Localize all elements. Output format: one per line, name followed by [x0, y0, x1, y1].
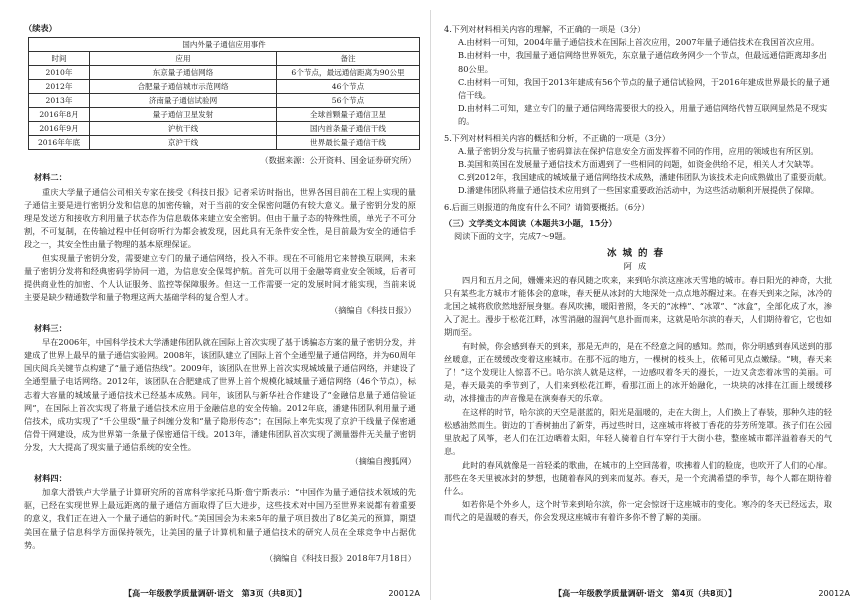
table-cell: 46个节点	[277, 80, 420, 94]
material2-title: 材料二：	[34, 172, 67, 183]
table-header: 应用	[90, 52, 277, 66]
table-row	[29, 122, 420, 136]
table-cell: 2010年	[29, 66, 90, 80]
table-cell: 世界最长量子通信干线	[277, 136, 420, 150]
section-heading: （三）文学类文本阅读（本题共3小题，15分）	[444, 217, 617, 228]
table-cell: 沪杭干线	[90, 122, 277, 136]
question-option: B.由材料一中，我国量子通信网络世界领先，东京量子通信政务网少一个节点，但最远通信距离却多出80公里。	[458, 50, 827, 74]
question-4	[444, 23, 832, 129]
table-cell: 国内首条量子通信干线	[277, 122, 420, 136]
story-paragraph: 有时候，你会感到春天的到来，那是无声的，是在不经意之间的感知。然而，你分明感到春风送到的那丝暖意，正在缓缓改变着这座城市。在那不远的地方，一棵树的枝头上，依稀可见点点嫩绿。“咦，春天来了！”这个发现让人惊喜不已。哈尔滨人就是这样，一边感叹着冬天的漫长，一边又贪恋着冰雪的美丽。可是，春天最美的季节到了，人们来到松花江畔，看那江面上的冰开始融化，一块块的冰排在江面上缓缓移动，冰排撞击的声音像是在演奏春天的乐章。	[444, 340, 832, 404]
story-paragraph: 此时的春风就像是一首轻柔的歌曲，在城市的上空回荡着，吹拂着人们的脸庞，也吹开了人们的心扉。那些在冬天里被冰封的梦想，也随着春风的到来而复苏。春天，是一个充满希望的季节，每个人都在期待着什么。	[444, 459, 832, 496]
table-row	[29, 136, 420, 150]
table-cell: 量子通信卫星发射	[90, 108, 277, 122]
table-source: （数据来源：公开资料、国金证券研究所）	[260, 155, 416, 166]
events-table	[28, 37, 420, 150]
table-cell: 56个节点	[277, 94, 420, 108]
page-footer	[0, 587, 430, 600]
footer-label: 【高一年级教学质量调研·语文 第3页（共8页）】	[123, 587, 307, 598]
table-cell: 合肥量子通信城市示范网络	[90, 80, 277, 94]
story-author: 阿成	[623, 261, 653, 272]
story-paragraph: 在这样的时节，哈尔滨的天空是湛蓝的，阳光是温暖的，走在大街上，人们换上了春装，那种久违的轻松感油然而生。街边的丁香树抽出了新芽，再过些时日，这座城市将被丁香花的芬芳所笼罩。孩子们在公园里放起了风筝，老人们在江边晒着太阳，年轻人骑着自行车穿行于大街小巷，整座城市都洋溢着春天的气息。	[444, 406, 832, 457]
material2-paragraph: 但实现量子密钥分发，需要建立专门的量子通信网络，投入不菲。现在不可能用它来替换互联网，未来量子密钥分发将和经典密码学协同一道，为信息安全保驾护航。首先可以用于金融等商业安全领域，后者可提供商业性的加密、个人认证服务、监控等保障服务。但这一工作需要一定的发展时间才能实现，当前来说主要是缺少精通数学和量子物理这两大基础学科的复合型人才。	[24, 252, 416, 303]
table-cell: 2016年年底	[29, 136, 90, 150]
material2-citation: （摘编自《科技日报》）	[330, 305, 416, 316]
page-footer	[430, 587, 860, 600]
table-cell: 京沪干线	[90, 136, 277, 150]
table-header: 备注	[277, 52, 420, 66]
story-paragraph: 如若你是个外乡人，这个时节来到哈尔滨，你一定会惊讶于这座城市的变化。寒冷的冬天已经远去，取而代之的是温暖的春天，你会发现这座城市有着许多你不曾了解的美丽。	[444, 499, 832, 523]
question-option: D.潘建伟团队将量子通信技术应用到了一些国家重要政治活动中，为这些活动顺利开展提供了保障。	[458, 185, 819, 196]
table-cell: 全球首颗量子通信卫星	[277, 108, 420, 122]
question-stem: 5.下列对材料相关内容的概括和分析，不正确的一项是（3分）	[444, 132, 670, 143]
material3-title: 材料三：	[34, 322, 67, 333]
material3-citation: （摘编自搜狐网）	[350, 455, 416, 466]
question-option: B.美国和英国在发展量子通信技术方面遇到了一些相同的问题，如资金供给不足，相关人才欠缺等。	[458, 159, 819, 170]
question-option: C.到2012年，我国建成的城域量子通信网络技术成熟，潘建伟团队为该技术走向成熟做出了重要贡献。	[458, 172, 832, 183]
reading-instruction: 阅读下面的文字，完成7～9题。	[454, 231, 571, 242]
table-cell: 2013年	[29, 94, 90, 108]
table-row	[29, 94, 420, 108]
question-5	[444, 132, 832, 198]
question-6: 6.后面三则报道的角度有什么不同？请简要概括。（6分）	[444, 201, 650, 212]
question-option: A.由材料一可知，2004年量子通信技术在国际上首次应用，2007年量子通信技术在我国首次应用。	[458, 37, 820, 48]
footer-code: 20012A	[388, 587, 420, 598]
continued-table-tag: （续表）	[24, 23, 57, 33]
table-cell: 6个节点，最远通信距离为90公里	[277, 66, 420, 80]
story-paragraph: 四月和五月之间，姗姗来迟的春风随之吹来，来到哈尔滨这座冰天雪地的城市。春日阳光的神奇，大批只有某些北方城市才能体会的意味，春天便从冰封的大地深处一点点地苏醒过来。在春天到来之际，冰冷的北国之城将欣欣然地舒展身躯。春风吹拂，暖阳普照，冬天的“冰棒”、“冰罩”、“冰盒”，全部化成了水，渗入了泥土。漫步于松花江畔，冰雪消融的湿润气息扑面而来，这就是哈尔滨的春天，人们期待着它，它也如期而至。	[444, 274, 832, 338]
table-row	[29, 66, 420, 80]
question-option: C.由材料一可知，我国于2013年建成有56个节点的量子通信试验网，于2016年建成世界最长的量子通信干线。	[458, 76, 830, 101]
question-option: A.量子密钥分发与抗量子密码算法在保护信息安全方面发挥着不同的作用，应用的领域也有所区别。	[458, 145, 819, 156]
table-row	[29, 80, 420, 94]
question-option: D.由材料二可知，建立专门的量子通信网络需要很大的投入，用量子通信网络代替互联网显然是不现实的。	[458, 103, 828, 127]
material4-title: 材料四：	[34, 472, 67, 483]
question-stem: 4.下列对材料相关内容的理解，不正确的一项是（3分）	[444, 24, 646, 34]
page-4	[430, 0, 860, 608]
table-header: 时间	[29, 52, 90, 66]
story-title: 冰城的春	[606, 248, 669, 260]
table-cell: 2016年9月	[29, 122, 90, 136]
table-cell: 济南量子通信试验网	[90, 94, 277, 108]
table-row	[29, 108, 420, 122]
table-caption: 国内外量子通信应用事件	[28, 37, 420, 51]
table-cell: 东京量子通信网络	[90, 66, 277, 80]
footer-label: 【高一年级教学质量调研·语文 第4页（共8页）】	[553, 587, 737, 598]
table-cell: 2012年	[29, 80, 90, 94]
material3-paragraph: 早在2006年，中国科学技术大学潘建伟团队就在国际上首次实现了基于诱骗态方案的量子密钥分发，并建成了世界上最早的量子通信实验网。2008年，该团队建立了国际上首个全通型量子通信网络，并为60周年国庆阅兵关键节点构建了“量子通信热线”。2009年，该团队在世界上首次实现城域量子通信网络，并建设了全通型量子电话网络。2012年，该团队在合肥建成了世界上首个规模化城域量子通信网络（46个节点），标志着大容量的城域量子通信技术已经基本成熟。同年，该团队与新华社合作建设了“金融信息量子通信验证网”，在国际上首次实现了将量子通信技术应用于金融信息的安全传输。2012年底，潘建伟团队利用量子通信技术，成功实现了“千公里级”量子纠缠分发和“量子隐形传态”；在国际上率先实现了京沪干线量子保密通信骨干网建设，成为世界第一条量子保密通信干线。2013年，潘建伟团队首次实现了测量器件无关量子密钥分发，大大提高了现实量子通信系统的安全性。	[24, 336, 416, 453]
footer-code: 20012A	[818, 587, 850, 598]
material4-paragraph: 加拿大滑铁卢大学量子计算研究所的首席科学家托马斯·詹宁斯表示：“中国作为量子通信技术领域的先驱，已经在实现世界上最远距离的量子通信方面取得了巨大进步，这些技术对中国乃至世界来说都有着重要的意义，我们正在进入一个量子通信的新时代。”美国国会为未来5年的量子项目拨出了8亿美元的预算，期望美国在量子信息科学方面保持领先，让美国的量子计算机和量子通信技术的研究人员在全球竞争中占据优势。	[24, 487, 416, 550]
material4-citation: （摘编自《科技日报》2018年7月18日）	[264, 553, 416, 564]
table-header-row	[29, 52, 420, 66]
material2-paragraph: 重庆大学量子通信公司相关专家在接受《科技日报》记者采访时指出，世界各国目前在工程上实现的量子通信主要是进行密钥分发和信息的加密传输，对于当前的安全保密问题仍有较大意义。量子密钥分发的原理是发送方和接收方利用量子状态作为信息载体来建立安全密钥。但由于量子态的特殊性质，单光子不可分割，不可复制，在传输过程中任何窃听行为都会被发现，因此具有无条件安全性，是目前最为安全的通信手段之一，其安全性由量子物理的基本原理保证。	[24, 186, 416, 250]
table-cell: 2016年8月	[29, 108, 90, 122]
